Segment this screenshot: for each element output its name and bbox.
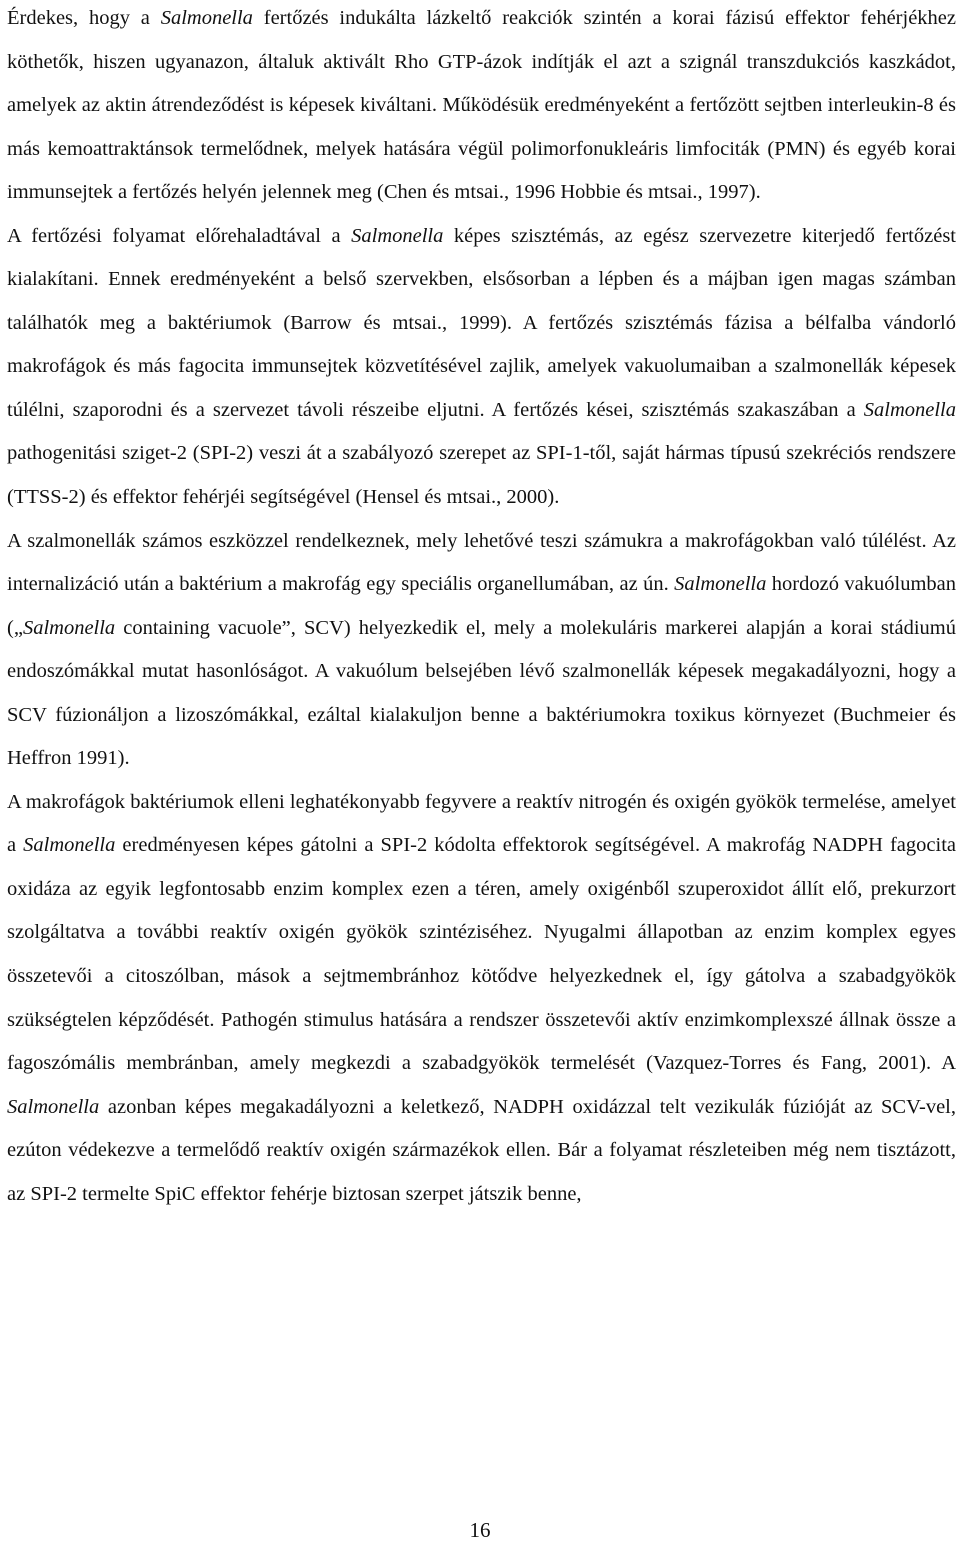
paragraph [7, 215, 956, 520]
italic-text: Salmonella [351, 224, 444, 247]
paragraph-text: A makrofágok baktériumok elleni leghatékonyabb fegyvere a reaktív nitrogén és oxigén gyökök termelése, amelyet a [7, 790, 956, 857]
italic-text: Salmonella [863, 398, 956, 421]
paragraph [7, 781, 956, 1216]
page-number: 16 [469, 1518, 491, 1542]
paragraph [7, 520, 956, 781]
paragraph-text: azonban képes megakadályozni a keletkező, NADPH oxidázzal telt vezikulák fúzióját az SCV-vel, ezúton védekezve a termelődő reaktív oxigén származékok ellen. Bár a folyamat részleteiben még nem tisztázott, az SPI-2 termelte SpiC effektor fehérje biztosan szerpet játszik benne, [7, 1095, 956, 1205]
italic-text: Salmonella [160, 7, 253, 29]
paragraph-text: containing vacuole”, SCV) helyezkedik el, mely a molekuláris markerei alapján a korai stádiumú endoszómákkal mutat hasonlóságot. A vakuólum belsejében lévő szalmonellák képesek megakadályozni, hogy a SCV fúzionáljon a lizoszómákkal, ezáltal kialakuljon benne a baktériumokra toxikus környezet (Buchmeier és Heffron 1991). [7, 616, 956, 770]
paragraph-text: fertőzés indukálta lázkeltő reakciók szintén a korai fázisú effektor fehérjékhez köthetők, hiszen ugyanazon, általuk aktivált Rho GTP-ázok indítják el azt a szignál transzdukciós kaszkádot, amelyek az aktin átrendeződést is képesek kiváltani. Működésük eredményeként a fertőzött sejtben interleukin-8 és más kemoattraktánsok termelődnek, melyek hatására végül polimorfonukleáris limfociták (PMN) és egyéb korai immunsejtek a fertőzés helyén jelennek meg (Chen és mtsai., 1996 Hobbie és mtsai., 1997). [7, 7, 956, 204]
italic-text: Salmonella [22, 616, 116, 639]
italic-text: Salmonella [7, 1095, 100, 1118]
body-text [7, 0, 956, 1216]
paragraph-text: eredményesen képes gátolni a SPI-2 kódolta effektorok segítségével. A makrofág NADPH fagocita oxidáza az egyik legfontosabb enzim komplex ezen a téren, amely oxigénből szuperoxidot állít elő, prekurzort szolgáltatva a további reaktív oxigén gyökök szintéziséhez. Nyugalmi állapotban az enzim komplex egyes összetevői a citoszólban, mások a sejtmembránhoz kötődve helyezkednek el, így gátolva a szabadgyökök szükségtelen képződését. Pathogén stimulus hatására a rendszer összetevői aktív enzimkomplexszé állnak össze a fagoszómális membránban, amely megkezdi a szabadgyökök termelését (Vazquez-Torres és Fang, 2001). A [7, 834, 956, 1075]
paragraph-text: Érdekes, hogy a [7, 7, 161, 29]
italic-text: Salmonella [23, 834, 116, 857]
paragraph [7, 0, 956, 215]
paragraph-text: pathogenitási sziget-2 (SPI-2) veszi át a szabályozó szerepet az SPI-1-től, saját hármas típusú szekréciós rendszere (TTSS-2) és effektor fehérjéi segítségével (Hensel és mtsai., 2000). [7, 442, 956, 509]
italic-text: Salmonella [674, 573, 767, 596]
paragraph-text: képes szisztémás, az egész szervezetre kiterjedő fertőzést kialakítani. Ennek eredményeként a belső szervekben, elsősorban a lépben és a májban igen magas számban találhatók meg a baktériumok (Barrow és mtsai., 1999). A fertőzés szisztémás fázisa a bélfalba vándorló makrofágok és más fagocita immunsejtek közvetítésével zajlik, amelyek vakuolumaiban a szalmonellák képesek túlélni, szaporodni és a szervezet távoli részeibe eljutni. A fertőzés kései, szisztémás szakaszában a [7, 224, 956, 421]
paragraph-text: A szalmonellák számos eszközzel rendelkeznek, mely lehetővé teszi számukra a makrofágokban való túlélést. Az internalizáció után a baktérium a makrofág egy speciális organellumában, az ún. [7, 529, 956, 596]
paragraph-text: A fertőzési folyamat előrehaladtával a [7, 224, 352, 247]
paragraph-text: hordozó vakuólumban („ [7, 573, 956, 639]
